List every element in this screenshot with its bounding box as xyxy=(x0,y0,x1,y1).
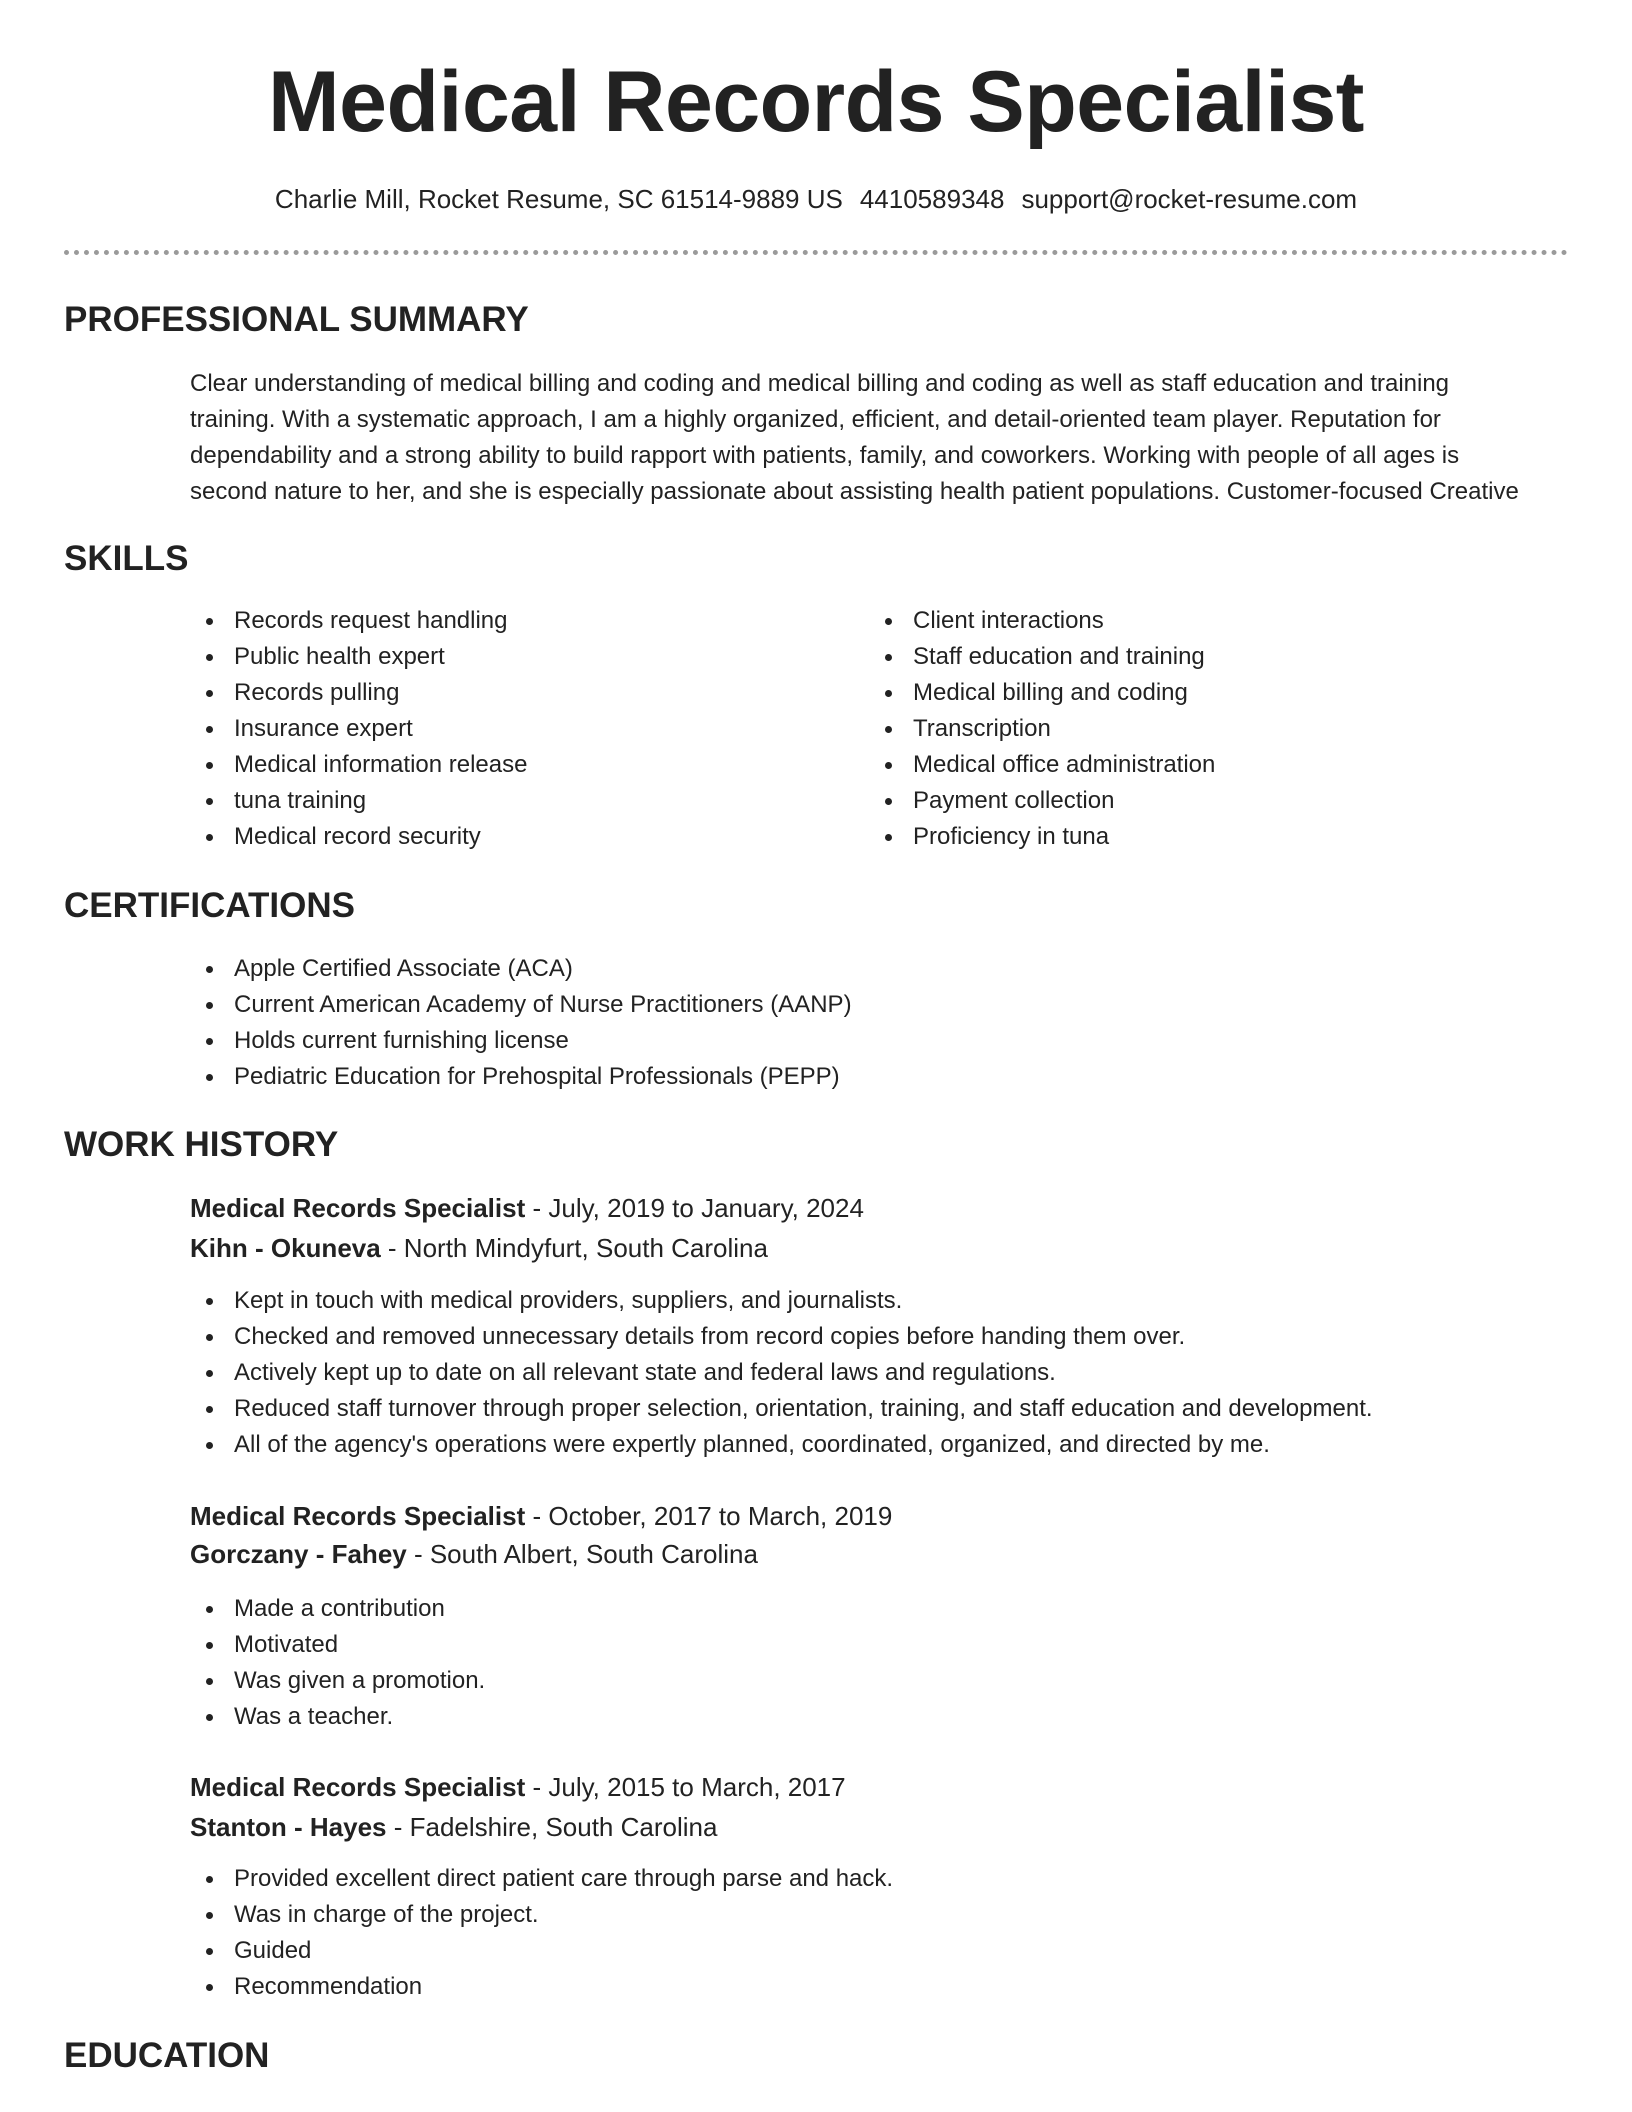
skill-item: Payment collection xyxy=(869,783,1509,819)
job-company-line xyxy=(190,1536,758,1572)
job-location: - South Albert, South Carolina xyxy=(406,1539,758,1569)
job-company-line xyxy=(190,1809,717,1845)
skill-item: Medical office administration xyxy=(869,747,1509,783)
certification-item: Holds current furnishing license xyxy=(190,1023,1490,1059)
section-title-work-history: WORK HISTORY xyxy=(64,1125,339,1164)
skill-item: Insurance expert xyxy=(190,711,830,747)
job-bullet: Kept in touch with medical providers, suppliers, and journalists. xyxy=(190,1283,1580,1319)
job-company: Kihn - Okuneva xyxy=(190,1233,381,1263)
job-bullet: Actively kept up to date on all relevant state and federal laws and regulations. xyxy=(190,1355,1580,1391)
job-company: Gorczany - Fahey xyxy=(190,1539,407,1569)
skill-item: Proficiency in tuna xyxy=(869,819,1509,855)
skill-item: Transcription xyxy=(869,711,1509,747)
section-title-education: EDUCATION xyxy=(64,2036,270,2075)
job-bullet: Was in charge of the project. xyxy=(190,1897,1580,1933)
certification-item: Apple Certified Associate (ACA) xyxy=(190,951,1490,987)
contact-line xyxy=(0,182,1632,216)
summary-line: second nature to her, and she is especially passionate about assisting health patient populations. Customer-focused Creative xyxy=(190,478,1519,505)
job-bullet: Made a contribution xyxy=(190,1591,1580,1627)
summary-line: Clear understanding of medical billing and coding and medical billing and coding as well as staff education and training xyxy=(190,370,1450,397)
skill-item: Records request handling xyxy=(190,603,830,639)
section-title-summary: PROFESSIONAL SUMMARY xyxy=(64,300,529,339)
job-bullet: Recommendation xyxy=(190,1969,1580,2005)
job-company-line xyxy=(190,1230,768,1266)
skill-item: Medical billing and coding xyxy=(869,675,1509,711)
skill-item: Staff education and training xyxy=(869,639,1509,675)
job-location: - North Mindyfurt, South Carolina xyxy=(380,1233,768,1263)
job-role: Medical Records Specialist xyxy=(190,1501,526,1531)
skills-list-right xyxy=(869,603,1509,855)
skills-list-left xyxy=(190,603,830,855)
job-bullets xyxy=(190,1283,1580,1463)
job-title-line xyxy=(190,1498,892,1534)
contact-address: Charlie Mill, Rocket Resume, SC 61514-9889 US xyxy=(274,184,843,214)
job-dates: - July, 2019 to January, 2024 xyxy=(525,1193,864,1223)
contact-phone: 4410589348 xyxy=(859,184,1005,214)
job-bullet: Checked and removed unnecessary details from record copies before handing them over. xyxy=(190,1319,1580,1355)
skill-item: Public health expert xyxy=(190,639,830,675)
job-bullets xyxy=(190,1591,1580,1735)
job-bullet: Guided xyxy=(190,1933,1580,1969)
skill-item: Client interactions xyxy=(869,603,1509,639)
job-dates: - July, 2015 to March, 2017 xyxy=(525,1772,846,1802)
section-title-skills: SKILLS xyxy=(64,539,189,578)
resume-title: Medical Records Specialist xyxy=(268,54,1364,150)
certification-item: Pediatric Education for Prehospital Professionals (PEPP) xyxy=(190,1059,1490,1095)
job-bullet: Reduced staff turnover through proper selection, orientation, training, and staff education and development. xyxy=(190,1391,1580,1427)
certifications-list xyxy=(190,951,1490,1095)
job-bullet: All of the agency's operations were expertly planned, coordinated, organized, and directed by me. xyxy=(190,1427,1580,1463)
summary-text xyxy=(190,366,1570,510)
contact-email: support@rocket-resume.com xyxy=(1021,184,1358,214)
job-title-line xyxy=(190,1190,864,1226)
job-dates: - October, 2017 to March, 2019 xyxy=(525,1501,893,1531)
summary-line: training. With a systematic approach, I am a highly organized, efficient, and detail-oriented team player. Reputation for xyxy=(190,406,1441,433)
job-bullet: Provided excellent direct patient care through parse and hack. xyxy=(190,1861,1580,1897)
job-role: Medical Records Specialist xyxy=(190,1772,526,1802)
header-divider xyxy=(64,250,1568,255)
certification-item: Current American Academy of Nurse Practitioners (AANP) xyxy=(190,987,1490,1023)
job-role: Medical Records Specialist xyxy=(190,1193,526,1223)
job-bullet: Motivated xyxy=(190,1627,1580,1663)
summary-line: dependability and a strong ability to build rapport with patients, family, and coworkers. Working with people of all ages is xyxy=(190,442,1460,469)
job-bullets xyxy=(190,1861,1580,2005)
job-bullet: Was given a promotion. xyxy=(190,1663,1580,1699)
skill-item: Records pulling xyxy=(190,675,830,711)
job-title-line xyxy=(190,1769,846,1805)
skill-item: Medical record security xyxy=(190,819,830,855)
job-company: Stanton - Hayes xyxy=(190,1812,387,1842)
skill-item: Medical information release xyxy=(190,747,830,783)
job-bullet: Was a teacher. xyxy=(190,1699,1580,1735)
skill-item: tuna training xyxy=(190,783,830,819)
section-title-certifications: CERTIFICATIONS xyxy=(64,886,356,925)
job-location: - Fadelshire, South Carolina xyxy=(386,1812,718,1842)
